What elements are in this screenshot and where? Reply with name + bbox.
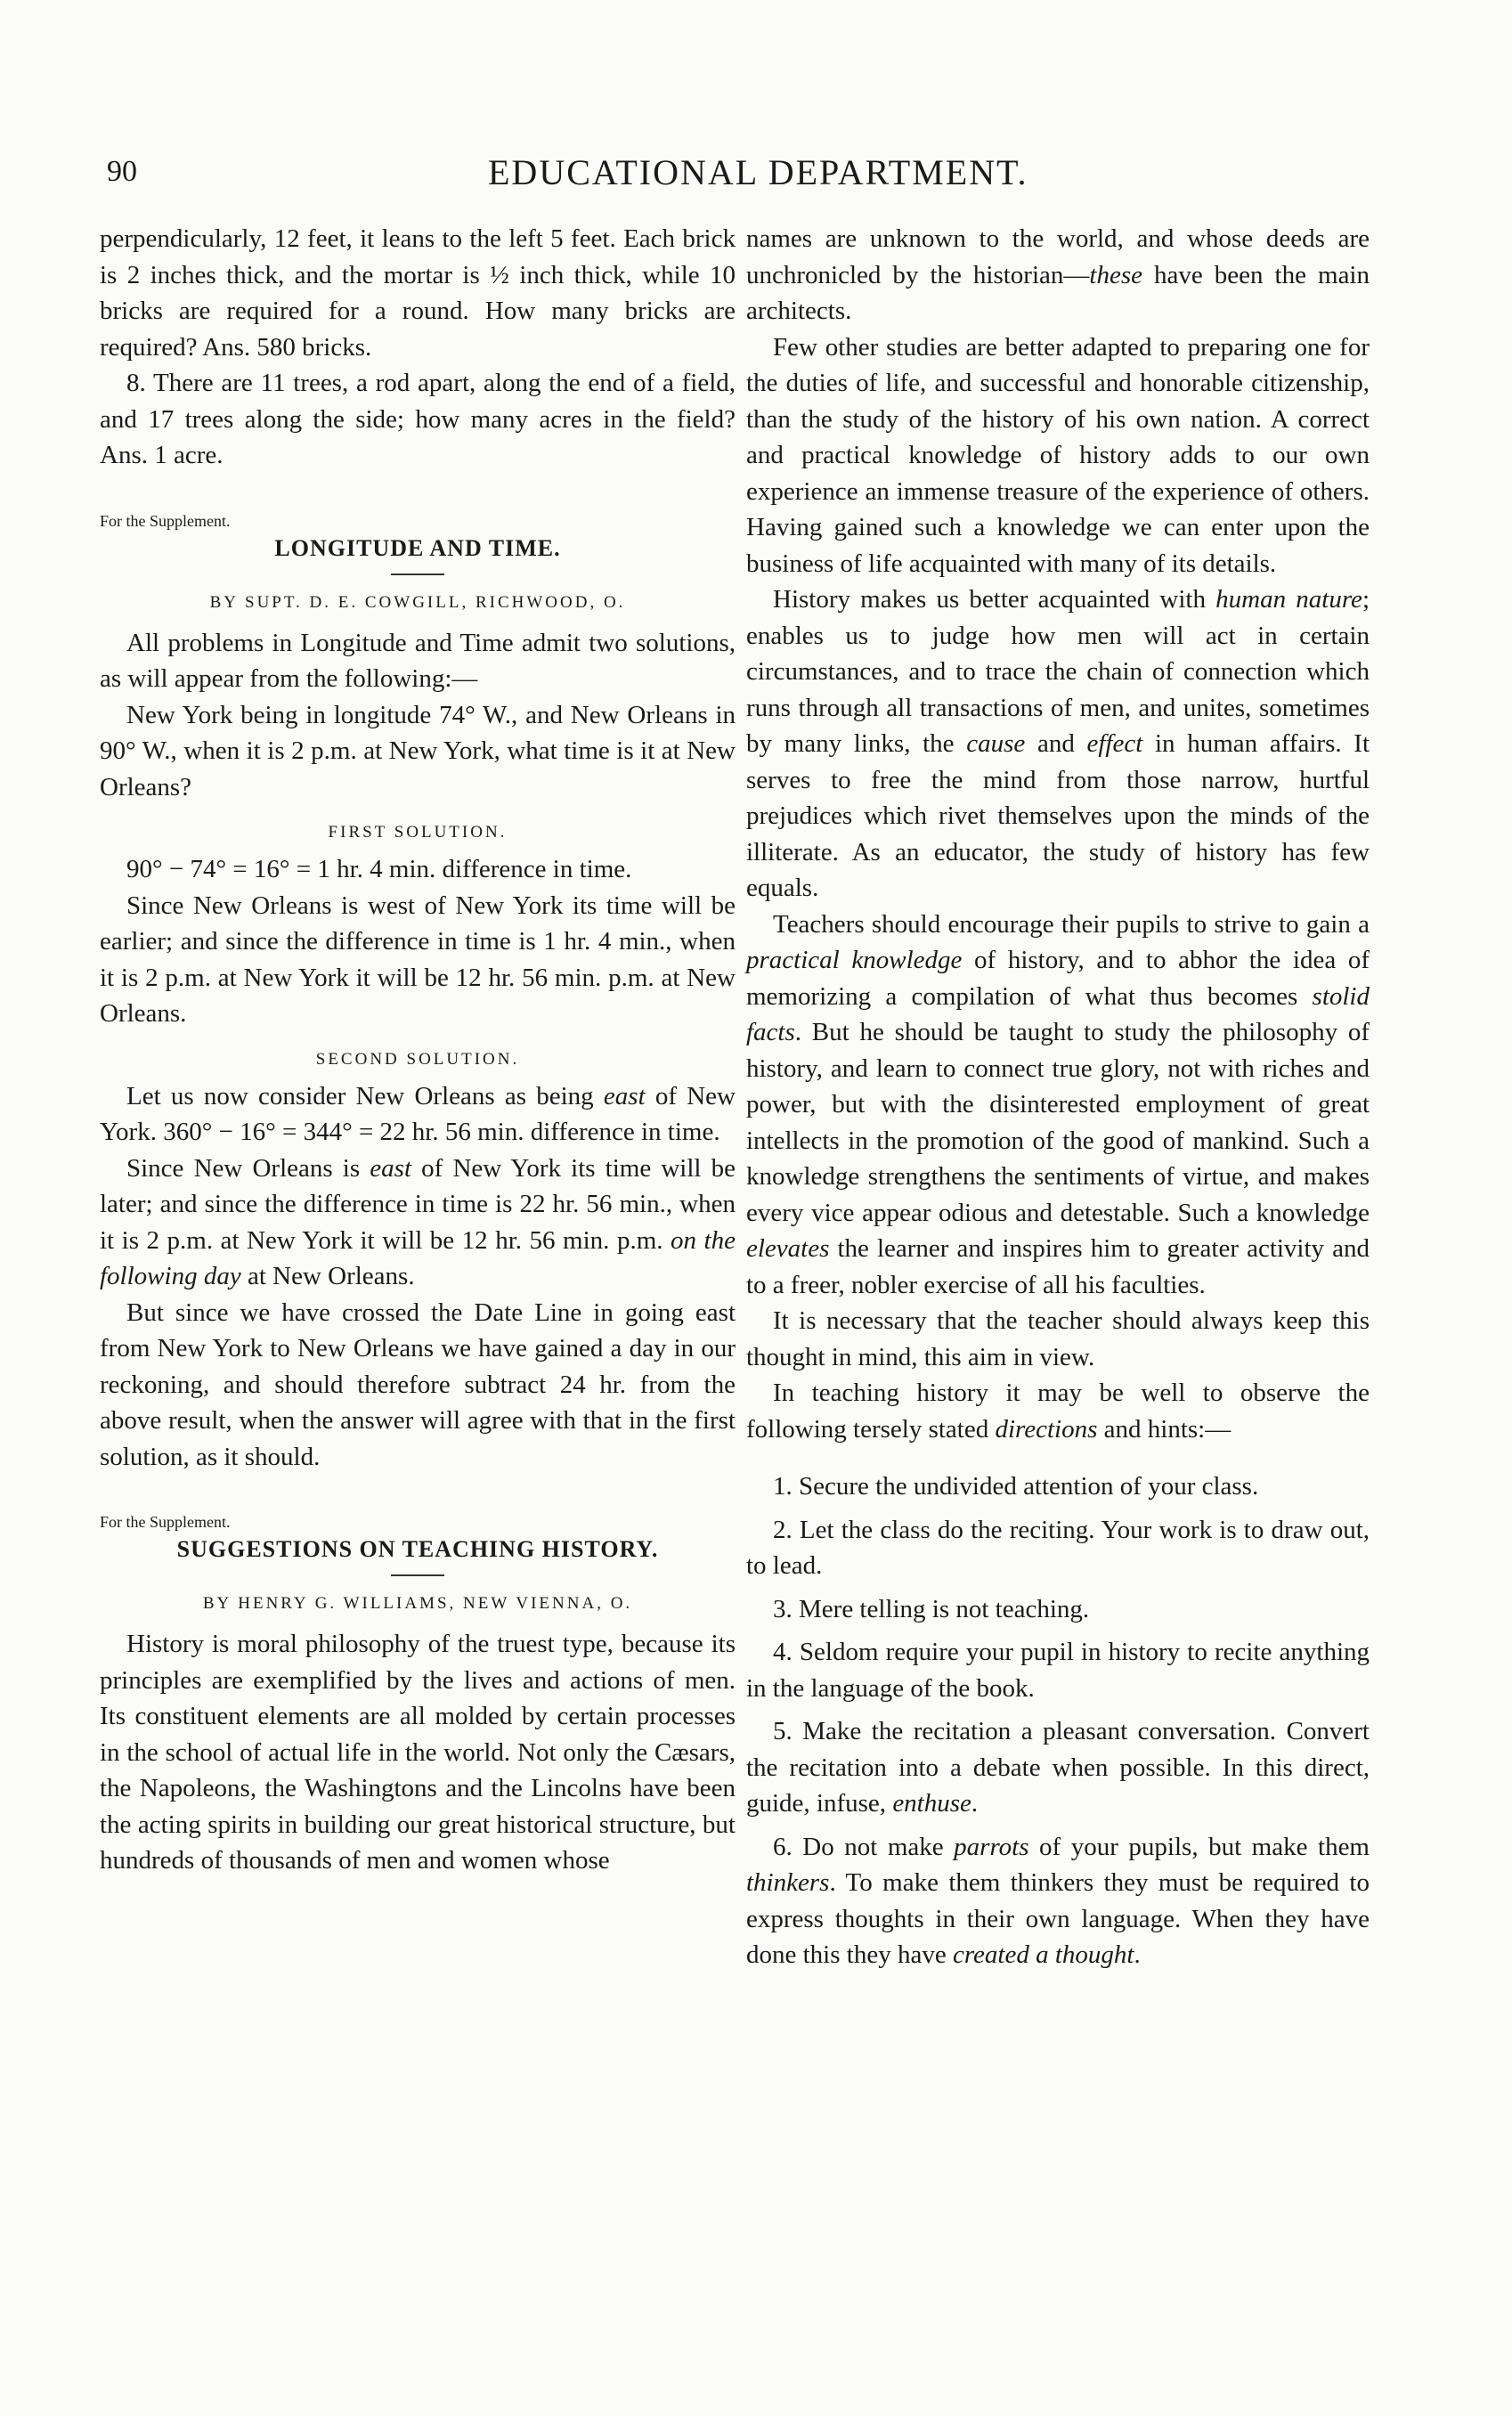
hint-1: 1. Secure the undivided attention of your class. bbox=[773, 1472, 1259, 1501]
hint-6: 6. Do not make parrots of your pupils, but make them thinkers. To make them thinkers they must be required to express thoughts in their own language. When they have done this they have created a thought. bbox=[746, 1832, 1370, 1969]
article-title-history: SUGGESTIONS ON TEACHING HISTORY. bbox=[176, 1536, 659, 1562]
first-solution-heading: FIRST SOLUTION. bbox=[328, 823, 508, 842]
supplement-note-2: For the Supplement. bbox=[100, 1513, 231, 1531]
running-head: EDUCATIONAL DEPARTMENT. bbox=[488, 152, 1028, 192]
byline-cowgill: BY SUPT. D. E. COWGILL, RICHWOOD, O. bbox=[209, 592, 626, 612]
problem-8: 8. There are 11 trees, a rod apart, along the end of a field, and 17 trees along the side; how many acres in the field? Ans. 1 acre. bbox=[100, 369, 736, 469]
paragraph-let-us: Let us now consider New Orleans as being east of New York. 360° − 16° = 344° = 22 hr. 56 min. difference in time. bbox=[100, 1081, 736, 1146]
calculation-first: 90° − 74° = 16° = 1 hr. 4 min. difference in time. bbox=[126, 855, 632, 883]
hint-4: 4. Seldom require your pupil in history to recite anything in the language of the book. bbox=[746, 1638, 1370, 1703]
title-rule bbox=[391, 573, 444, 575]
page-number: 90 bbox=[107, 155, 137, 188]
article-title-longitude: LONGITUDE AND TIME. bbox=[274, 534, 561, 561]
paragraph-necessary: It is necessary that the teacher should always keep this thought in mind, this aim in view. bbox=[746, 1306, 1370, 1371]
paragraph-since-east: Since New Orleans is east of New York its time will be later; and since the difference in time is 22 hr. 56 min., when it is 2 p.m. at New York it will be 12 hr. 56 min. p.m. on the following day at New Orleans. bbox=[100, 1153, 736, 1290]
spacer bbox=[746, 1447, 1370, 1461]
supplement-note: For the Supplement. bbox=[100, 511, 231, 530]
paragraph-intro: perpendicularly, 12 feet, it leans to the left 5 feet. Each brick is 2 inches thick, and the mortar is ½ inch thick, while 10 bricks are required for a round. How many bricks are required? Ans. 580 bricks. bbox=[100, 224, 736, 362]
paragraph-few-studies: Few other studies are better adapted to preparing one for the duties of life, and successful and honorable citizenship, than the study of the history of his own nation. A correct and practical knowledge of history adds to our own experience an immense treasure of the experience of others. Having gained such a knowledge we can enter upon the business of life acquainted with many of its details. bbox=[746, 332, 1370, 578]
paragraph-teachers: Teachers should encourage their pupils to strive to gain a practical knowledge of history, and to abhor the idea of memorizing a compilation of what thus becomes stolid facts. But he should be taught to study the philosophy of history, and learn to connect true glory, not with riches and power, but with the disinterested employment of great intellects in the promotion of the good of mankind. Such a knowledge strengthens the sentiments of virtue, and makes every vice appear odious and detestable. Such a knowledge elevates the learner and inspires him to greater activity and to a freer, nobler exercise of all his faculties. bbox=[746, 909, 1370, 1299]
paragraph-names-unknown: names are unknown to the world, and whose deeds are unchronicled by the historian—these have been the main architects. bbox=[746, 224, 1370, 325]
left-column bbox=[100, 221, 736, 1879]
hint-3: 3. Mere telling is not teaching. bbox=[773, 1594, 1090, 1623]
byline-williams: BY HENRY G. WILLIAMS, NEW VIENNA, O. bbox=[202, 1594, 633, 1613]
paragraph-since-west: Since New Orleans is west of New York its time will be earlier; and since the difference in time is 1 hr. 4 min., when it is 2 p.m. at New York it will be 12 hr. 56 min. p.m. at New Orleans. bbox=[100, 891, 736, 1028]
title-rule-2 bbox=[391, 1574, 444, 1576]
paragraph-new-york-problem: New York being in longitude 74° W., and New Orleans in 90° W., when it is 2 p.m. at New York, what time is it at New Orleans? bbox=[100, 700, 736, 801]
paragraph-in-teaching: In teaching history it may be well to observe the following tersely stated directions and hints:— bbox=[746, 1379, 1370, 1444]
paragraph-date-line: But since we have crossed the Date Line in going east from New York to New Orleans we have gained a day in our reckoning, and should therefore subtract 24 hr. from the above result, when the answer will agree with that in the first solution, as it should. bbox=[100, 1297, 736, 1471]
right-column bbox=[746, 221, 1370, 1973]
second-solution-heading: SECOND SOLUTION. bbox=[315, 1049, 520, 1069]
page-header bbox=[0, 151, 1512, 205]
paragraph-human-nature: History makes us better acquainted with human nature; enables us to judge how men will act in certain circumstances, and to trace the chain of connection which runs through all transactions of men, and unites, sometimes by many links, the cause and effect in human affairs. It serves to free the mind from those narrow, hurtful prejudices which rivet themselves upon the minds of the illiterate. As an educator, the study of history has few equals. bbox=[746, 585, 1370, 902]
hint-5: 5. Make the recitation a pleasant conversation. Convert the recitation into a debate when possible. In this direct, guide, infuse, enthuse. bbox=[746, 1717, 1370, 1818]
paragraph-history-moral: History is moral philosophy of the truest type, because its principles are exemplified by the lives and actions of men. Its constituent elements are all molded by certain processes in the school of actual life in the world. Not only the Cæsars, the Napoleons, the Washingtons and the Lincolns have been the acting spirits in building our great historical structure, but hundreds of thousands of men and women whose bbox=[100, 1630, 736, 1875]
hint-2: 2. Let the class do the reciting. Your work is to draw out, to lead. bbox=[746, 1515, 1370, 1580]
paragraph-all-problems: All problems in Longitude and Time admit two solutions, as will appear from the following:— bbox=[100, 628, 736, 693]
